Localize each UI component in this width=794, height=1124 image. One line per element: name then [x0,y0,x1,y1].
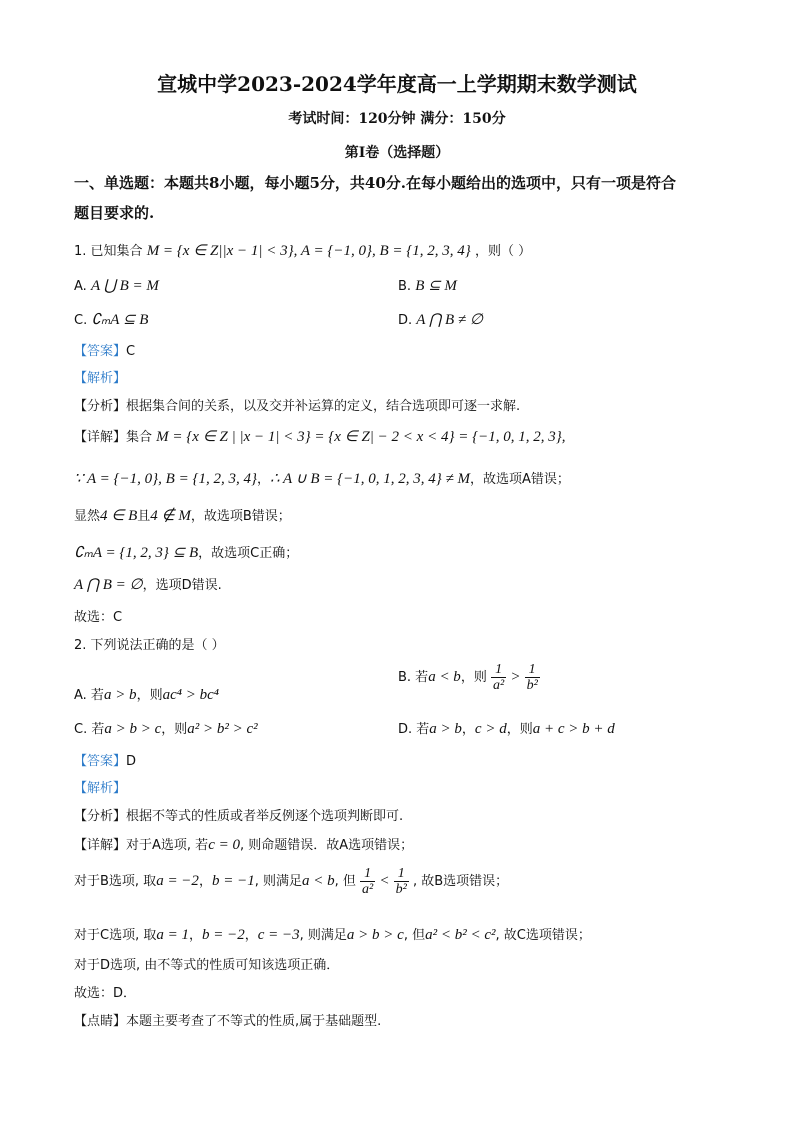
q2-answer [74,750,136,769]
fraction [360,866,375,897]
math: c = 0 [208,837,240,853]
denominator: a² [362,882,374,897]
fenxi-tag: 【分析】 [74,809,127,824]
exam-info: 考试时间：120分钟 满分：150分 [288,111,506,127]
math: a² < b² < c² [425,927,496,943]
option-math: ∁ₘA ⊆ B [91,312,149,328]
math: a > b [103,687,137,703]
math: a = −2 [156,873,199,889]
xiangjie-math: M = {x ∈ Z | |x − 1| < 3} = {x ∈ Z| − 2 < x < 4} = {−1, 0, 1, 2, 3}, [156,429,566,445]
q1-set-definition: M = {x ∈ Z||x − 1| < 3}, A = {−1, 0}, B = {1, 2, 3, 4} [146,243,471,259]
option-math: A ⋂ B ≠ ∅ [416,312,483,328]
text: C. 若 [74,722,105,737]
math: b = −2 [201,927,245,943]
q1-fenxi [74,395,520,414]
text: 对于C选项, 取 [74,928,157,943]
denominator: a² [492,678,505,693]
q2-stem: 2. 下列说法正确的是（ ） [74,638,225,653]
dianjing-text: 本题主要考查了不等式的性质,属于基础题型. [126,1014,382,1029]
math: a + c > b + d [532,721,615,737]
text: ，则 [506,722,533,737]
math: a < b [428,669,461,685]
math: c = −3 [257,927,300,943]
text: , 但 [334,874,356,889]
q1-option-a [74,276,159,295]
text: 对于A选项, 若 [126,838,209,853]
option-label: C. [74,313,88,328]
math: a² > b² > c² [187,721,258,737]
option-label: A. [74,279,87,294]
q1-xiangjie [74,426,565,446]
q2-line-c [74,924,591,944]
text: ， [256,472,270,487]
q1-stem [74,240,531,260]
q1-suffix: ，则（ ） [474,244,532,259]
xiangjie-tag: 【详解】 [74,838,127,853]
text: , 故C选项错误； [495,928,591,943]
text: ， [461,722,475,737]
option-math: B ⊆ M [415,278,457,294]
answer-value: C [126,344,136,359]
volume-heading: 第I卷（选择题） [344,145,450,161]
q2-choose: 故选：D． [74,986,137,1001]
q2-xiangjie [74,834,413,854]
dianjing-tag: 【点睛】 [74,1014,127,1029]
math: a < b [301,873,335,889]
text: ，选项D错误. [142,578,222,593]
fraction [525,662,540,693]
q2-option-d [398,718,615,738]
text: ，则 [161,722,188,737]
numerator: 1 [360,866,375,882]
text: B. 若 [398,670,429,685]
q1-prefix: 1. 已知集合 [74,244,143,259]
q1-option-b [398,276,457,295]
math: ∁ₘA = {1, 2, 3} ⊆ B [74,545,199,561]
section-heading-line1: 一、单选题：本题共8小题，每小题5分，共40分.在每小题给出的选项中，只有一项是符合 [74,174,676,192]
math: ac⁴ > bc⁴ [162,687,219,703]
math: a > b > c [346,927,404,943]
q1-jiexi-tag: 【解析】 [74,371,127,386]
text: ，故选项C正确； [198,546,299,561]
text: ， [188,928,202,943]
text: ，则 [136,688,163,703]
text: , 则满足 [299,928,347,943]
answer-tag: 【答案】 [74,754,127,769]
fenxi-tag: 【分析】 [74,399,127,414]
math: > [510,669,521,685]
xiangjie-tag: 【详解】 [74,430,127,445]
q2-option-c [74,718,258,738]
option-label: D. [398,313,413,328]
option-label: B. [398,279,412,294]
fraction [394,866,409,897]
fenxi-text: 根据不等式的性质或者举反例逐个选项判断即可. [126,809,404,824]
text: 且 [137,509,151,524]
q2-dianjing [74,1010,381,1029]
text: , 故B选项错误； [412,874,509,889]
section-heading-line2: 题目要求的. [74,204,155,222]
math: 4 ∉ M [150,508,191,524]
option-math: A ⋃ B = M [90,278,159,294]
denominator: b² [395,882,407,897]
text: 对于B选项, 取 [74,874,157,889]
math: c > d [474,721,507,737]
numerator: 1 [394,866,409,882]
math: ∴ A ∪ B = {−1, 0, 1, 2, 3, 4} ≠ M [269,471,470,487]
text: ， [244,928,258,943]
text: , 则满足 [254,874,302,889]
numerator: 1 [525,662,540,678]
q2-option-a [74,684,219,704]
q1-choose: 故选：C [74,610,123,625]
q1-line-d [74,574,222,594]
q1-line-c [74,542,298,562]
text: ，故选项A错误； [469,472,570,487]
fenxi-text: 根据集合间的关系，以及交并补运算的定义，结合选项即可逐一求解. [126,399,521,414]
q1-line-b [74,505,291,525]
math: b = −1 [211,873,255,889]
q2-option-b [398,662,540,693]
math: a > b > c [104,721,162,737]
text: D. 若 [398,722,430,737]
text: ， [198,874,212,889]
q2-jiexi-tag: 【解析】 [74,781,127,796]
q2-line-d: 对于D选项, 由不等式的性质可知该选项正确． [74,958,340,973]
q1-option-d [398,310,483,329]
q1-answer [74,340,135,359]
text: ，故选项B错误； [190,509,291,524]
xiangjie-text: 集合 [126,430,153,445]
text: ，则 [460,670,487,685]
q1-line-union [74,468,570,488]
text: , 则命题错误．故A选项错误； [239,838,414,853]
text: A. 若 [74,688,104,703]
denominator: b² [526,678,538,693]
text: , 但 [403,928,426,943]
math: ∵ A = {−1, 0}, B = {1, 2, 3, 4} [74,471,257,487]
answer-value: D [126,754,137,769]
fraction [491,662,506,693]
answer-tag: 【答案】 [74,344,127,359]
math: a = 1 [156,927,189,943]
q1-option-c [74,310,148,329]
q2-fenxi [74,805,403,824]
math: 4 ∈ B [100,508,138,524]
page-title: 宣城中学2023-2024学年度高一上学期期末数学测试 [157,72,637,96]
q2-line-b [74,866,508,897]
numerator: 1 [491,662,506,678]
text: 显然 [74,509,101,524]
math: a > b [429,721,462,737]
math: < [379,873,390,889]
math: A ⋂ B = ∅ [74,577,143,593]
